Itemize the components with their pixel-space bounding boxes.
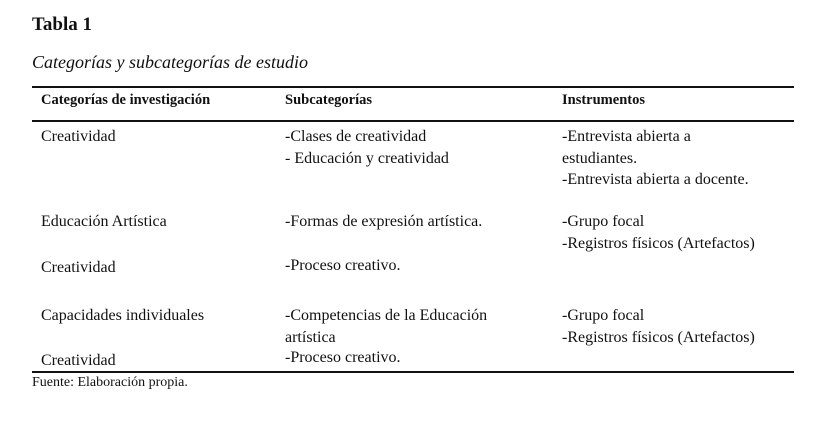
instrument-line: estudiantes. <box>562 149 638 167</box>
subcategory-line: -Formas de expresión artística. <box>285 213 483 230</box>
subcategory-line: - Educación y creatividad <box>285 149 449 167</box>
instrument-line: -Registros físicos (Artefactos) <box>562 234 755 252</box>
table-row-2-category: Educación Artística <box>41 213 167 230</box>
table-row-1-instruments <box>562 126 749 191</box>
table-row-5-category: Creatividad <box>41 352 116 369</box>
table-row-3-subcategories <box>285 255 401 277</box>
subcategory-line: -Competencias de la Educación <box>285 307 488 324</box>
subcategory-line: -Proceso creativo. <box>285 257 401 274</box>
table-row-1-subcategories <box>285 126 449 169</box>
table-row-4-subcategories <box>285 305 487 348</box>
table-top-rule <box>32 86 794 88</box>
instrument-line: -Entrevista abierta a <box>562 128 691 145</box>
table-title: Tabla 1 <box>32 14 93 35</box>
table-row-2-subcategories <box>285 211 482 233</box>
column-header-subcategories: Subcategorías <box>285 92 372 108</box>
table-row-2-instruments <box>562 211 755 254</box>
table-row-1-category: Creatividad <box>41 128 116 145</box>
instrument-line: -Registros físicos (Artefactos) <box>562 328 755 346</box>
table-row-5-subcategories <box>285 347 401 369</box>
table-row-4-instruments <box>562 305 755 348</box>
instrument-line: -Grupo focal <box>562 213 645 230</box>
column-header-categories: Categorías de investigación <box>41 92 211 108</box>
table-bottom-rule <box>32 371 794 373</box>
table-caption: Categorías y subcategorías de estudio <box>32 52 308 72</box>
subcategory-line: -Clases de creatividad <box>285 128 427 145</box>
table-row-4-category: Capacidades individuales <box>41 307 205 324</box>
header-bottom-rule <box>32 120 794 122</box>
source-note: Fuente: Elaboración propia. <box>32 375 188 390</box>
table-row-3-category: Creatividad <box>41 259 116 276</box>
instrument-line: -Grupo focal <box>562 307 645 324</box>
column-header-instruments: Instrumentos <box>562 92 645 108</box>
instrument-line: -Entrevista abierta a docente. <box>562 171 749 188</box>
subcategory-line: artística <box>285 328 336 346</box>
subcategory-line: -Proceso creativo. <box>285 349 401 366</box>
